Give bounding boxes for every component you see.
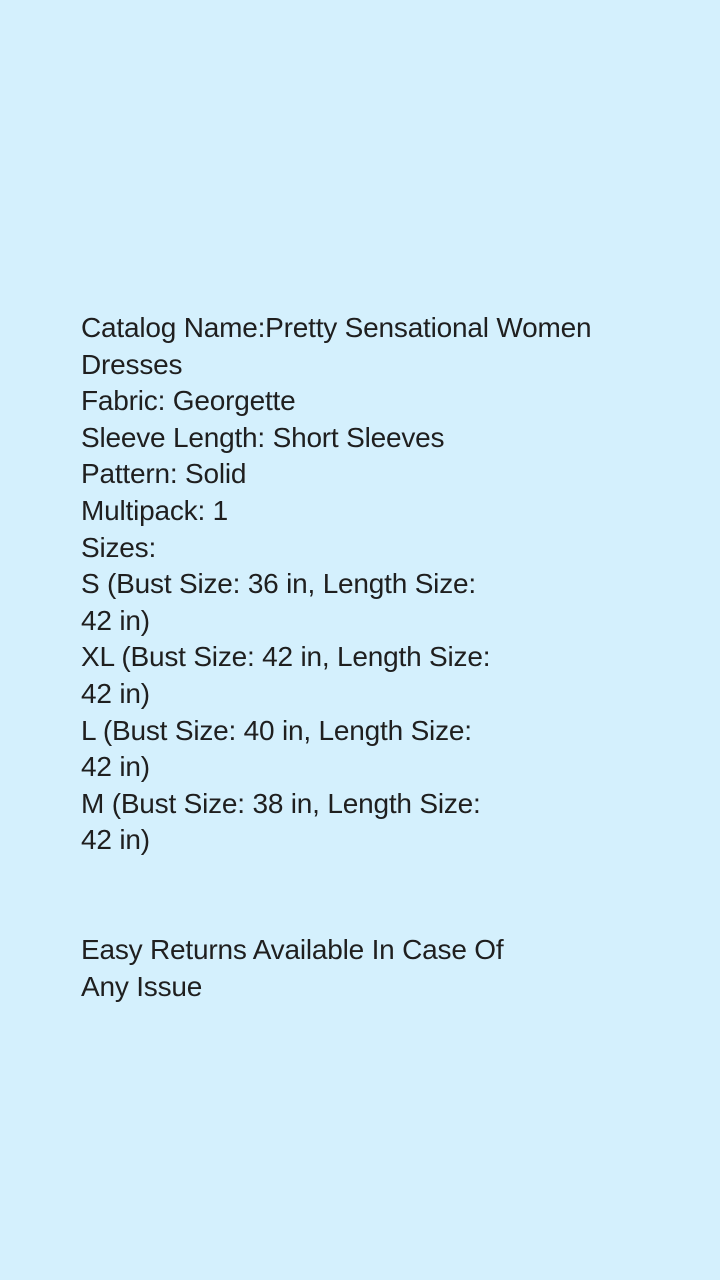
sizes-heading: Sizes:	[81, 531, 157, 563]
returns-line: Easy Returns Available In Case Of	[81, 933, 504, 965]
size-s-line-continued: 42 in)	[81, 604, 150, 636]
size-m-line: M (Bust Size: 38 in, Length Size:	[81, 787, 481, 819]
size-m-line-continued: 42 in)	[81, 824, 150, 856]
catalog-name-line-continued: Dresses	[81, 348, 183, 380]
size-l-line: L (Bust Size: 40 in, Length Size:	[81, 714, 472, 746]
pattern-line: Pattern: Solid	[81, 458, 247, 490]
sleeve-length-line: Sleeve Length: Short Sleeves	[81, 421, 445, 453]
catalog-name-line: Catalog Name:Pretty Sensational Women	[81, 312, 592, 343]
returns-line-continued: Any Issue	[81, 970, 203, 1002]
size-l-line-continued: 42 in)	[81, 751, 150, 783]
multipack-line: Multipack: 1	[81, 494, 228, 526]
product-description-note	[81, 310, 661, 1005]
returns-block	[81, 932, 661, 1005]
size-s-line: S (Bust Size: 36 in, Length Size:	[81, 568, 476, 600]
fabric-line: Fabric: Georgette	[81, 385, 296, 417]
section-gap	[81, 859, 661, 932]
size-xl-line: XL (Bust Size: 42 in, Length Size:	[81, 641, 491, 673]
product-details-block	[81, 310, 661, 859]
size-xl-line-continued: 42 in)	[81, 677, 150, 709]
